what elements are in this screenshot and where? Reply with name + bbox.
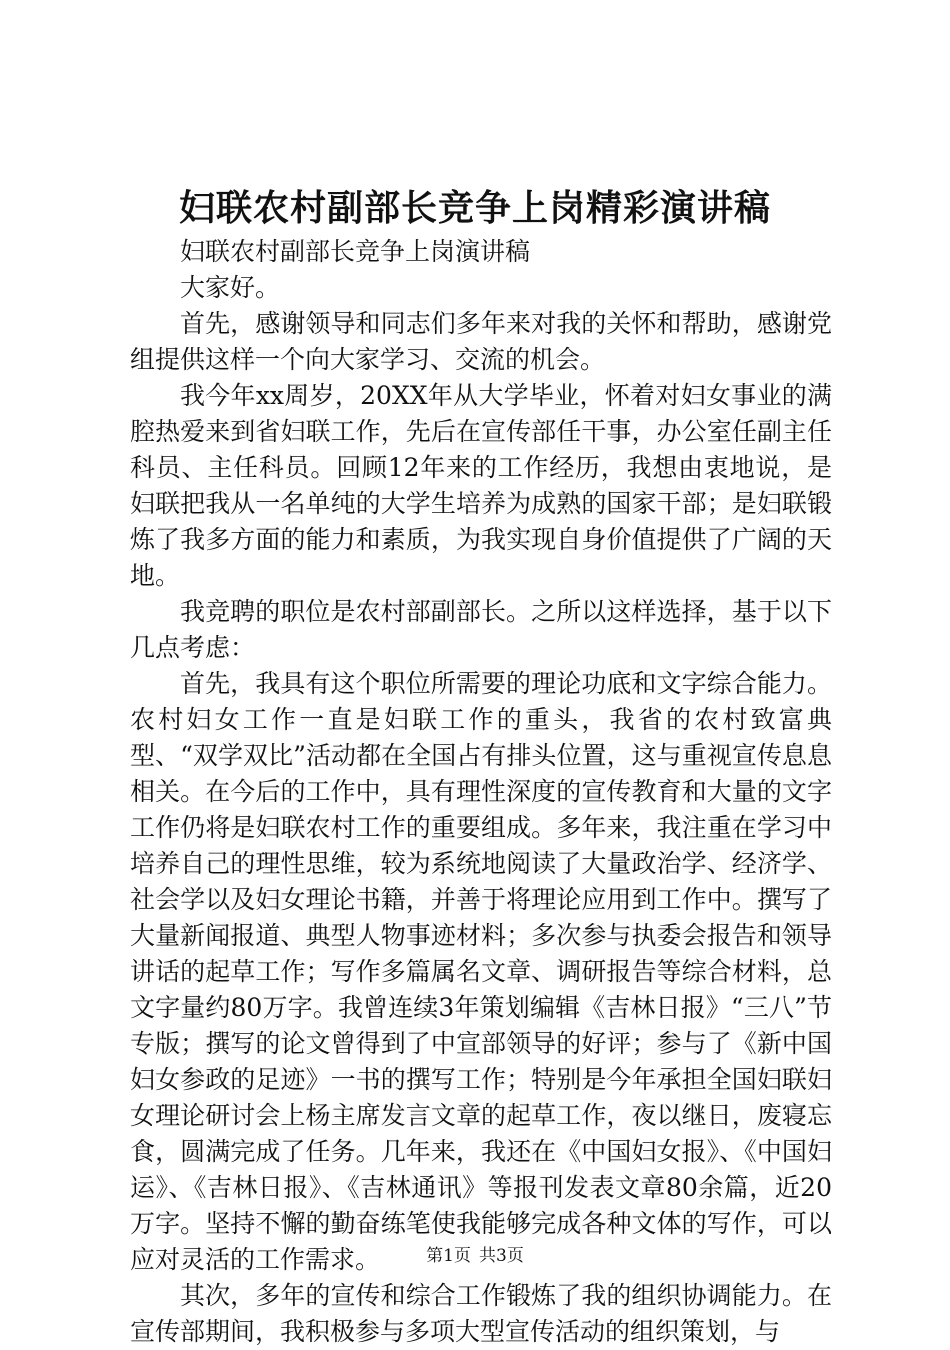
page-total: 共3页: [479, 1246, 524, 1266]
paragraph-background: 我今年xx周岁，20XX年从大学毕业，怀着对妇女事业的满腔热爱来到省妇联工作，先后在宣传部任干事，办公室任副主任科员、主任科员。回顾12年来的工作经历，我想由衷地说，是妇联把我从一名单纯的大学生培养为成熟的国家干部；是妇联锻炼了我多方面的能力和素质，为我实现自身价值提供了广阔的天地。: [130, 381, 832, 590]
page-footer: [0, 1244, 950, 1268]
document-body: [130, 234, 832, 1350]
paragraph-greeting: 大家好。: [180, 273, 281, 302]
paragraph-first-reason: 首先，我具有这个职位所需要的理论功底和文字综合能力。农村妇女工作一直是妇联工作的重头，我省的农村致富典型、“双学双比”活动都在全国占有排头位置，这与重视宣传息息相关。在今后的工作中，具有理性深度的宣传教育和大量的文字工作仍将是妇联农村工作的重要组成。多年来，我注重在学习中培养自己的理性思维，较为系统地阅读了大量政治学、经济学、社会学以及妇女理论书籍，并善于将理论应用到工作中。撰写了大量新闻报道、典型人物事迹材料；多次参与执委会报告和领导讲话的起草工作；写作多篇属名文章、调研报告等综合材料，总文字量约80万字。我曾连续3年策划编辑《吉林日报》“三八”节专版；撰写的论文曾得到了中宣部领导的好评；参与了《新中国妇女参政的足迹》一书的撰写工作；特别是今年承担全国妇联妇女理论研讨会上杨主席发言文章的起草工作，夜以继日，废寝忘食，圆满完成了任务。几年来，我还在《中国妇女报》、《中国妇运》、《吉林日报》、《吉林通讯》等报刊发表文章80余篇，近20万字。坚持不懈的勤奋练笔使我能够完成各种文体的写作，可以应对灵活的工作需求。: [130, 669, 832, 1274]
paragraph-thanks: 首先，感谢领导和同志们多年来对我的关怀和帮助，感谢党组提供这样一个向大家学习、交流的机会。: [130, 309, 832, 374]
document-title: 妇联农村副部长竞争上岗精彩演讲稿: [178, 187, 771, 229]
paragraph-subtitle: 妇联农村副部长竞争上岗演讲稿: [180, 237, 531, 266]
paragraph-second-reason: 其次，多年的宣传和综合工作锻炼了我的组织协调能力。在宣传部期间，我积极参与多项大型宣传活动的组织策划，与: [130, 1281, 832, 1346]
page-number: 第1页: [426, 1246, 471, 1266]
paragraph-position: 我竞聘的职位是农村部副部长。之所以这样选择，基于以下几点考虑：: [130, 597, 832, 662]
